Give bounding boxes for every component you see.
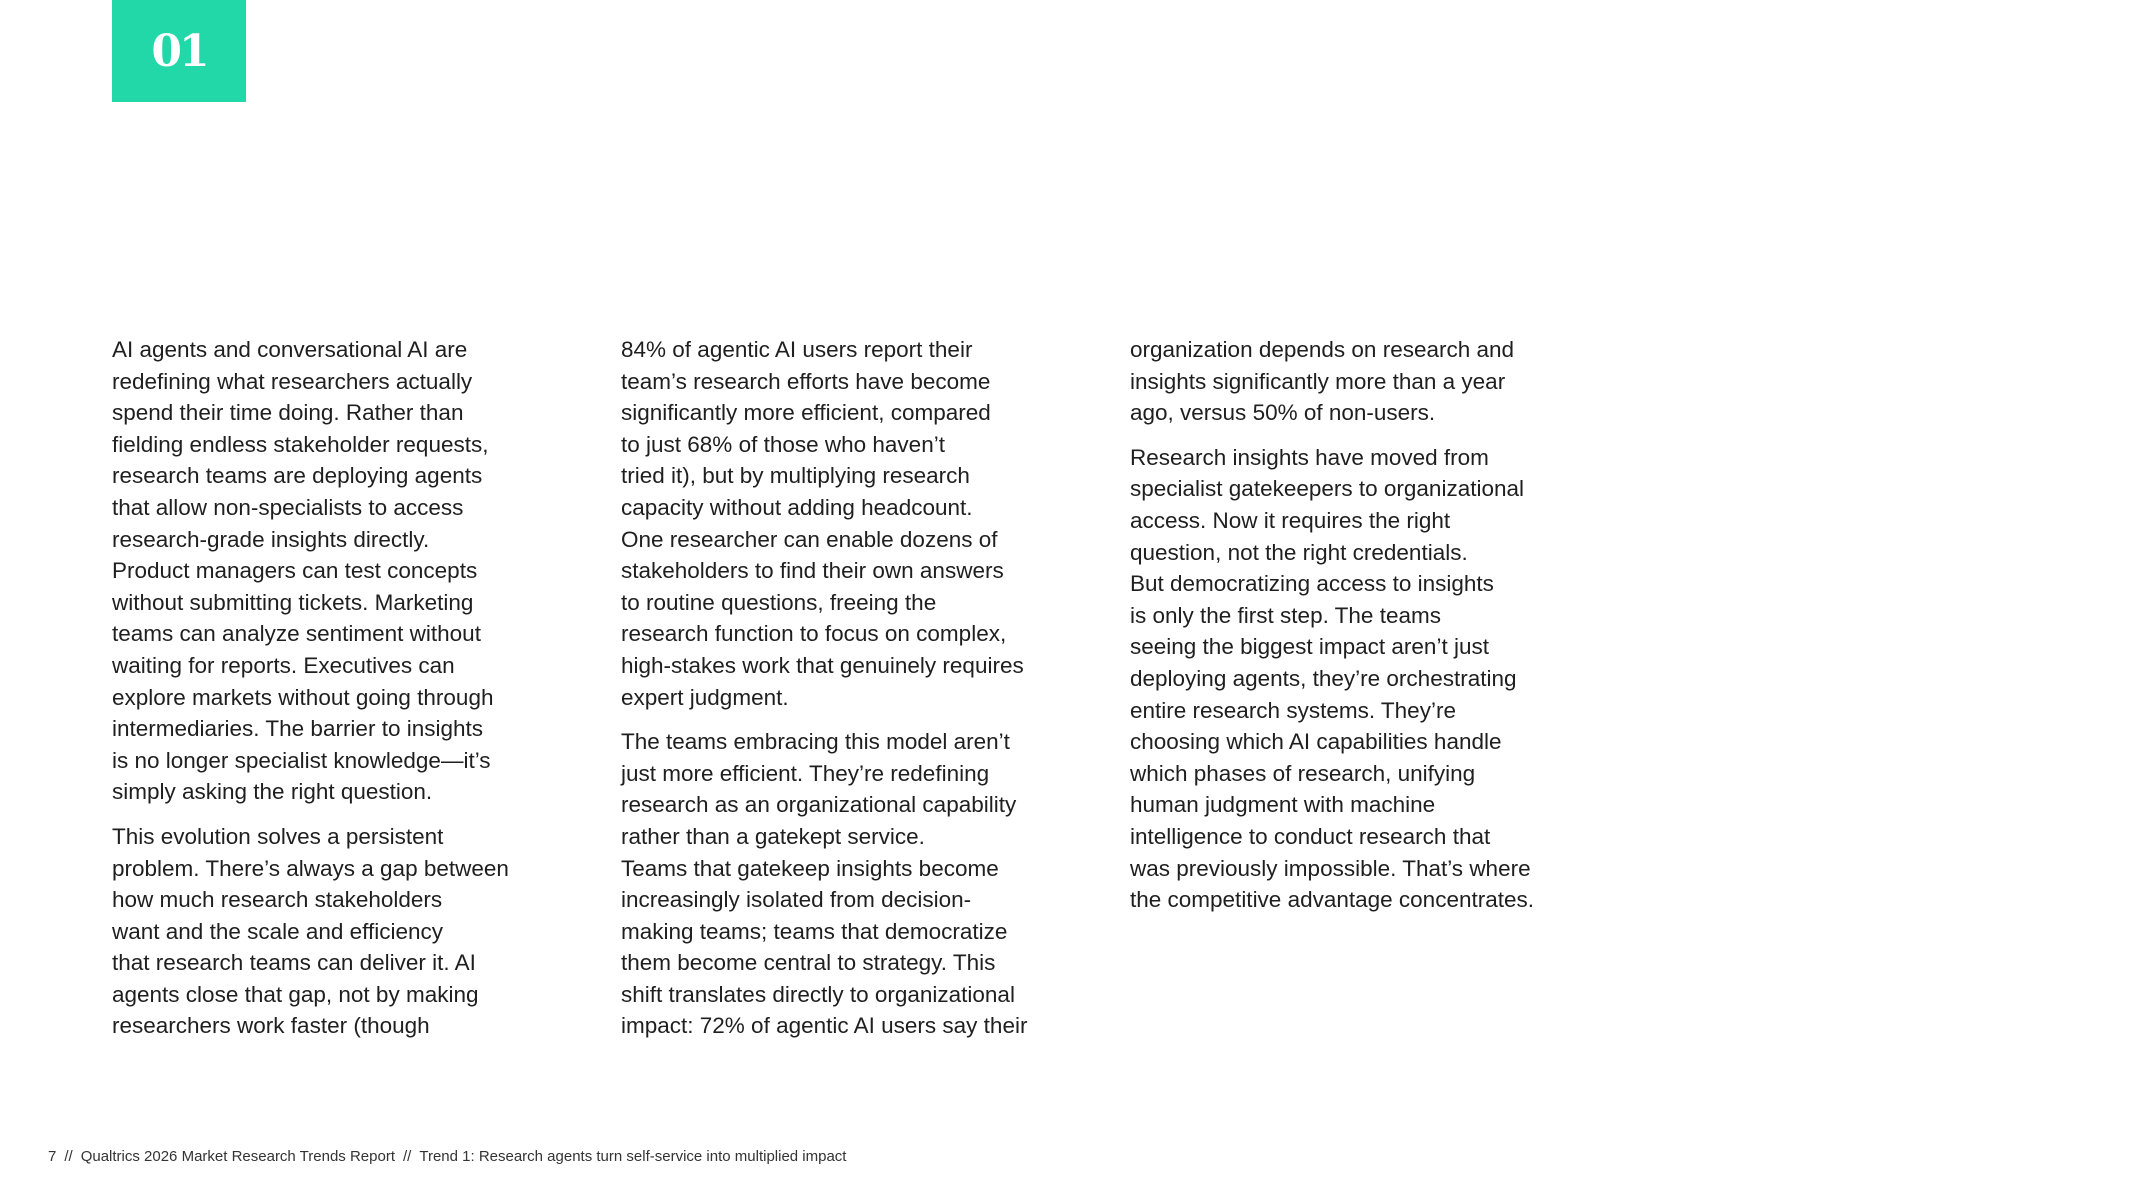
text-line: agents close that gap, not by making [112, 981, 479, 1007]
paragraph [621, 334, 1091, 713]
text-line: how much research stakeholders [112, 887, 443, 913]
text-line: to just 68% of those who haven’t [621, 431, 945, 457]
text-line: human judgment with machine [1130, 792, 1436, 818]
text-line: deploying agents, they’re orchestrating [1130, 665, 1517, 691]
text-line: intelligence to conduct research that [1130, 823, 1491, 849]
text-line: was previously impossible. That’s where [1130, 855, 1531, 881]
text-line: insights significantly more than a year [1130, 368, 1506, 394]
text-line: choosing which AI capabilities handle [1130, 729, 1502, 755]
text-line: Teams that gatekeep insights become [621, 855, 999, 881]
text-line: 84% of agentic AI users report their [621, 337, 973, 362]
text-line: explore markets without going through [112, 684, 494, 710]
text-line: entire research systems. They’re [1130, 697, 1456, 723]
section-number: 01 [151, 25, 207, 77]
text-line: organization depends on research and [1130, 337, 1515, 362]
paragraph [112, 334, 582, 808]
text-line: fielding endless stakeholder requests, [112, 431, 489, 457]
text-line: intermediaries. The barrier to insights [112, 716, 483, 742]
text-line: making teams; teams that democratize [621, 918, 1008, 944]
text-line: the competitive advantage concentrates. [1130, 887, 1535, 913]
text-line: research function to focus on complex, [621, 621, 1007, 647]
page-number: 7 [48, 1148, 57, 1165]
text-line: significantly more efficient, compared [621, 400, 991, 426]
text-line: question, not the right credentials. [1130, 539, 1468, 565]
paragraph [621, 726, 1091, 1042]
text-line: which phases of research, unifying [1130, 760, 1476, 786]
section-title: Trend 1: Research agents turn self-service into multiplied impact [419, 1148, 847, 1165]
text-line: The teams embracing this model aren’t [621, 729, 1010, 755]
text-line: access. Now it requires the right [1130, 507, 1451, 533]
text-line: them become central to strategy. This [621, 950, 996, 976]
text-line: is no longer specialist knowledge—it’s [112, 747, 491, 773]
text-line: problem. There’s always a gap between [112, 855, 509, 881]
text-line: to routine questions, freeing the [621, 589, 937, 615]
text-line: that research teams can deliver it. AI [112, 950, 476, 976]
text-line: impact: 72% of agentic AI users say their [621, 1013, 1028, 1039]
text-line: expert judgment. [621, 684, 789, 710]
text-line: Research insights have moved from [1130, 444, 1489, 470]
separator: // [64, 1148, 73, 1165]
report-title: Qualtrics 2026 Market Research Trends Report [80, 1148, 395, 1165]
paragraph [1130, 442, 1600, 916]
text-line: research as an organizational capability [621, 792, 1017, 818]
text-line: ago, versus 50% of non-users. [1130, 400, 1436, 426]
text-line: stakeholders to find their own answers [621, 558, 1004, 584]
paragraph [1130, 334, 1600, 429]
text-line: increasingly isolated from decision- [621, 887, 972, 913]
page-footer [48, 1148, 846, 1165]
text-line: One researcher can enable dozens of [621, 526, 998, 552]
text-line: simply asking the right question. [112, 779, 433, 805]
text-line: AI agents and conversational AI are [112, 337, 468, 362]
text-column-1 [112, 334, 582, 1055]
text-column-2 [621, 334, 1091, 1055]
text-line: seeing the biggest impact aren’t just [1130, 634, 1489, 660]
text-line: research-grade insights directly. [112, 526, 430, 552]
text-line: But democratizing access to insights [1130, 571, 1494, 597]
text-line: is only the first step. The teams [1130, 602, 1441, 628]
text-line: teams can analyze sentiment without [112, 621, 481, 647]
text-line: just more efficient. They’re redefining [621, 760, 990, 786]
text-column-3 [1130, 334, 1600, 929]
text-line: waiting for reports. Executives can [112, 652, 455, 678]
separator: // [403, 1148, 412, 1165]
text-line: want and the scale and efficiency [112, 918, 444, 944]
text-line: tried it), but by multiplying research [621, 463, 970, 489]
text-line: spend their time doing. Rather than [112, 400, 464, 426]
section-number-badge [112, 0, 246, 102]
paragraph [112, 821, 582, 1042]
text-line: This evolution solves a persistent [112, 823, 444, 849]
text-line: that allow non-specialists to access [112, 494, 464, 520]
text-line: without submitting tickets. Marketing [112, 589, 474, 615]
text-line: researchers work faster (though [112, 1013, 430, 1039]
text-line: shift translates directly to organizational [621, 981, 1015, 1007]
text-line: research teams are deploying agents [112, 463, 483, 489]
text-line: capacity without adding headcount. [621, 494, 973, 520]
text-line: specialist gatekeepers to organizational [1130, 476, 1524, 502]
text-line: team’s research efforts have become [621, 368, 991, 394]
text-line: Product managers can test concepts [112, 558, 478, 584]
text-line: rather than a gatekept service. [621, 823, 925, 849]
text-line: redefining what researchers actually [112, 368, 473, 394]
text-line: high-stakes work that genuinely requires [621, 652, 1024, 678]
